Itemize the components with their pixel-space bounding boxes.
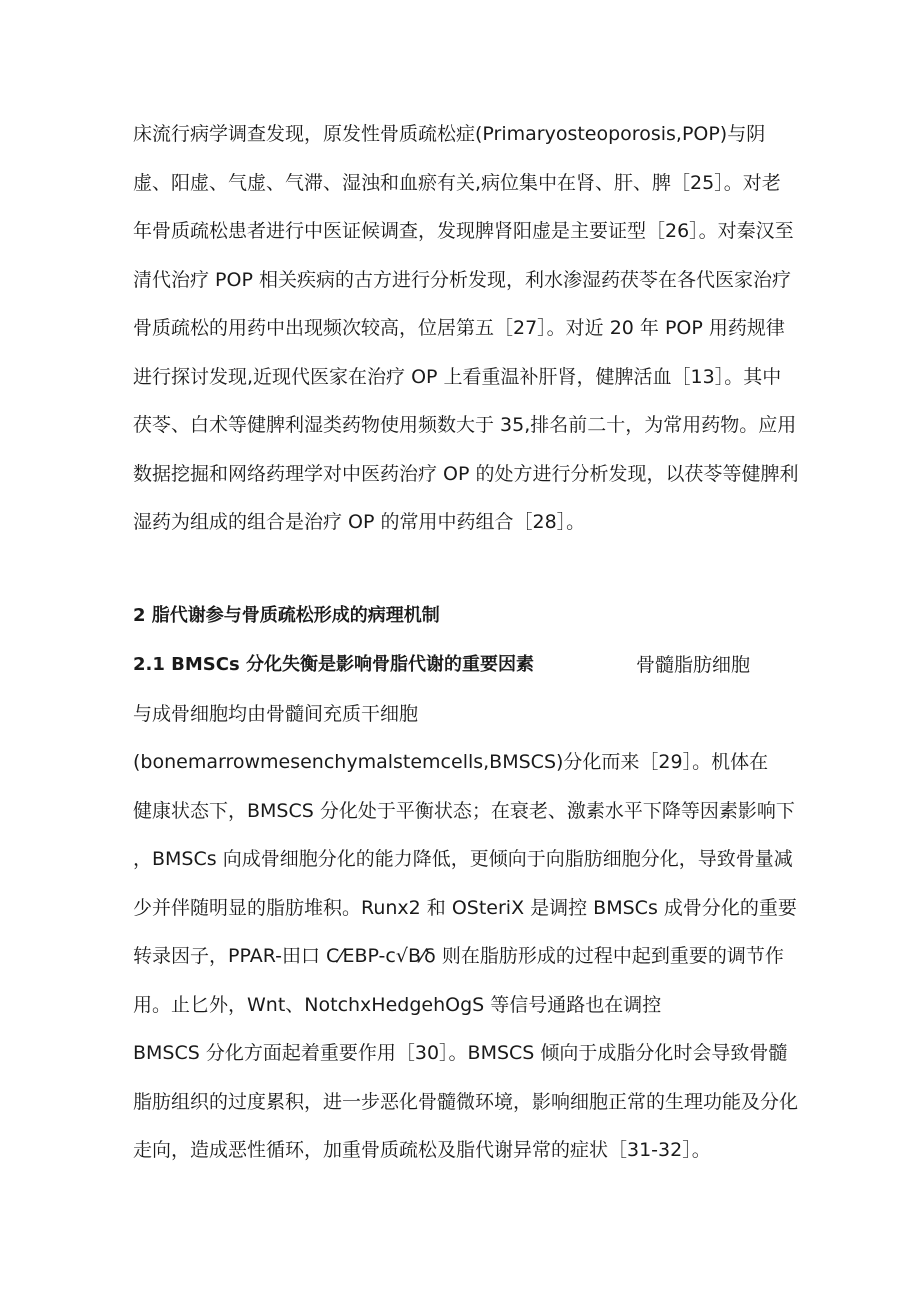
- paragraph-line: 清代治疗 POP 相关疾病的古方进行分析发现，利水渗湿药茯苓在各代医家治疗: [133, 269, 791, 291]
- paragraph-line: 数据挖掘和网络药理学对中医药治疗 OP 的处方进行分析发现，以茯苓等健脾利: [133, 463, 799, 485]
- paragraph-line: 脂肪组织的过度累积，进一步恶化骨髓微环境，影响细胞正常的生理功能及分化: [133, 1091, 799, 1113]
- paragraph-line: 走向，造成恶性循环，加重骨质疏松及脂代谢异常的症状［31-32］。: [133, 1139, 711, 1161]
- paragraph-line: 与成骨细胞均由骨髓间充质干细胞: [133, 703, 419, 725]
- paragraph-line: 少并伴随明显的脂肪堆积。Runx2 和 OSteriX 是调控 BMSCs 成骨分化的重要: [133, 897, 797, 919]
- paragraph-line: ，BMSCs 向成骨细胞分化的能力降低，更倾向于向脂肪细胞分化，导致骨量减: [133, 848, 793, 870]
- section-heading: 2 脂代谢参与骨质疏松形成的病理机制: [133, 605, 440, 626]
- paragraph-line: 进行探讨发现,近现代医家在治疗 OP 上看重温补肝肾，健脾活血［13］。其中: [133, 366, 782, 388]
- paragraph-line: 茯苓、白术等健脾利湿类药物使用频数大于 35,排名前二十，为常用药物。应用: [133, 414, 797, 436]
- paragraph-line: 虚、阳虚、气虚、气滞、湿浊和血瘀有关,病位集中在肾、肝、脾［25］。对老: [133, 172, 781, 194]
- paragraph-line: 用。止匕外，Wnt、Notch𝗑HedgehOgS 等信号通路也在调控: [133, 994, 662, 1016]
- paragraph-line: 骨质疏松的用药中出现频次较高，位居第五［27］。对近 20 年 POP 用药规律: [133, 317, 785, 339]
- paragraph-line: 湿药为组成的组合是治疗 OP 的常用中药组合［28］。: [133, 511, 586, 533]
- paragraph-line: BMSCS 分化方面起着重要作用［30］。BMSCS 倾向于成脂分化时会导致骨髓: [133, 1042, 788, 1064]
- paragraph-line: 床流行病学调查发现，原发性骨质疏松症(Primaryosteoporosis,POP)与阴: [133, 123, 766, 145]
- subsection-heading: 2.1 BMSCs 分化失衡是影响骨脂代谢的重要因素: [133, 654, 534, 675]
- paragraph-line: 转录因子，PPAR-田口 C⁄EBP-c√B⁄δ 则在脂肪形成的过程中起到重要的调节作: [133, 945, 784, 967]
- paragraph-line: (bonemarrowmesenchymalstemcells,BMSCS)分化而来［29］。机体在: [133, 751, 769, 773]
- paragraph-line: 健康状态下，BMSCS 分化处于平衡状态；在衰老、激素水平下降等因素影响下: [133, 800, 795, 822]
- subsection-trailing-text: 骨髓脂肪细胞: [636, 654, 751, 676]
- paragraph-line: 年骨质疏松患者进行中医证候调查，发现脾肾阳虚是主要证型［26］。对秦汉至: [133, 220, 794, 242]
